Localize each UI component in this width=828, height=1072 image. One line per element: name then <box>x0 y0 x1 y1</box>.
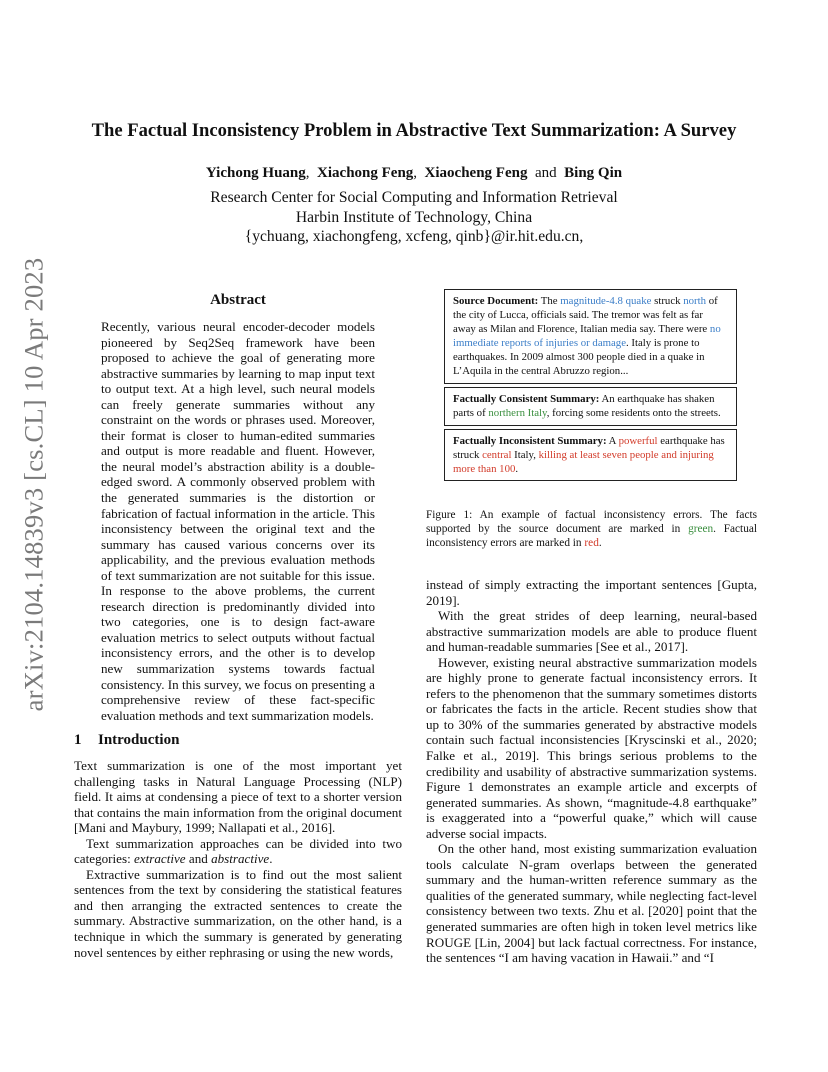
arxiv-stamp <box>18 257 49 711</box>
abstract-heading: Abstract <box>210 292 266 308</box>
highlight-red: central <box>482 448 512 461</box>
highlight-blue: magnitude-4.8 quake <box>560 295 652 307</box>
author-and: and <box>534 165 557 181</box>
affiliation-line-1: Research Center for Social Computing and Information Retrieval <box>210 189 618 206</box>
highlight-green: northern Italy <box>488 406 547 419</box>
section-number: 1 <box>74 732 82 748</box>
author-1: Yichong Huang <box>205 165 306 181</box>
author-4: Bing Qin <box>564 165 623 181</box>
arxiv-stamp-text: arXiv:2104.14839v3 [cs.CL] 10 Apr 2023 <box>18 257 49 711</box>
source-document-box: Source Document: The magnitude-4.8 quake struck north of the city of Lucca, officials said. The tremor was felt as far away as Milan and Florence, Italian media say. There were no immediate reports of injuries or damage. Italy is prone to earthquakes. In 2009 almost 300 people died in a quake in L’Aquila in the central Abruzzo region... <box>444 289 737 384</box>
abstract-body: Recently, various neural encoder-decoder models pioneered by Seq2Seq framework have been proposed to achieve the goal of generating more abstractive summaries by learning to map input text to output text. At a high level, such neural models can freely generate summaries without any constraint on the words or phrases used. Moreover, their format is closer to human-edited summaries and output is more readable and fluent. However, the neural model’s abstraction ability is a double-edged sword. A commonly observed problem with the generated summaries is the distortion or fabrication of factual information in the article. This inconsistency between the original text and the summary has caused various concerns over its applicability, and the previous evaluation methods of text summarization are not suitable for this issue. In response to the above problems, the current research direction is predominantly divided into two categories, one is to design fact-aware evaluation metrics to select outputs without factual inconsistency errors, and the other is to develop new summarization systems towards factual consistency. In this survey, we focus on presenting a comprehensive review of these fact-specific evaluation methods and text summarization models. <box>101 319 375 723</box>
intro-paragraph-2: Text summarization approaches can be divided into two categories: extractive and abstractive. <box>74 835 402 867</box>
section-heading <box>74 732 402 749</box>
figure-1 <box>444 289 737 484</box>
consistent-summary-box: Factually Consistent Summary: An earthquake has shaken parts of northern Italy, forcing some residents onto the streets. <box>444 387 737 426</box>
author-2: Xiachong Feng <box>317 165 414 181</box>
figure-caption: Figure 1: An example of factual inconsistency errors. The facts supported by the source document are marked in green. Factual inconsistency errors are marked in red. <box>426 509 757 550</box>
inconsistent-summary-box: Factually Inconsistent Summary: A powerful earthquake has struck central Italy, killing at least seven people and injuring more than 100. <box>444 429 737 482</box>
paper-title: The Factual Inconsistency Problem in Abstractive Text Summarization: A Survey <box>91 120 737 141</box>
intro-paragraph-1: Text summarization is one of the most important yet challenging tasks in Natural Language Processing (NLP) field. It aims at condensing a piece of text to a shorter version that contains the main information from the original document [Mani and Maybury, 1999; Nallapati et al., 2016]. <box>74 758 402 836</box>
paragraph: On the other hand, most existing summarization evaluation tools calculate N-gram overlaps between the generated summary and the human-written reference summary as the qualities of the generated summary, while neglecting fact-level consistency between two texts. Zhu et al. [2020] point that the generated summaries are often high in token level metrics like ROUGE [Lin, 2004] but lack factual correctness. For instance, the sentences “I am having vacation in Hawaii.” and “I <box>426 841 757 966</box>
paragraph-continued: instead of simply extracting the important sentences [Gupta, 2019]. <box>426 577 757 608</box>
paragraph: However, existing neural abstractive summarization models are highly prone to generate factual inconsistency errors. It refers to the phenomenon that the summary sometimes distorts or fabricates the facts in the article. Recent studies show that up to 30% of the summaries generated by abstractive models contain such factual inconsistencies [Kryscinski et al., 2020; Falke et al., 2019]. This brings serious problems to the credibility and usability of abstractive summarization systems. Figure 1 demonstrates an example article and excerpts of generated summaries. As shown, “magnitude-4.8 earthquake” is exaggerated into a “powerful quake,” which will cause adverse social impacts. <box>426 654 757 841</box>
highlight-blue: no immediate reports of injuries or damage <box>453 322 721 349</box>
highlight-red: killing at least seven people and injuring more than 100 <box>453 448 714 475</box>
intro-paragraph-3: Extractive summarization is to find out the most salient sentences from the text by considering the statistical features and then arranging the extracted sentences to create the summary. Abstractive summarization, on the other hand, is a technique in which the summary is generated by generating novel sentences by either rephrasing or using the new words, <box>74 866 402 960</box>
affiliation-emails: {ychuang, xiachongfeng, xcfeng, qinb}@ir.hit.edu.cn, <box>244 228 584 245</box>
affiliation <box>60 188 768 247</box>
inconsistent-summary-label: Factually Inconsistent Summary: <box>453 434 607 447</box>
author-3: Xiaocheng Feng <box>424 165 528 181</box>
paragraph: With the great strides of deep learning, neural-based abstractive summarization models are able to produce fluent and human-readable summaries [See et al., 2017]. <box>426 608 757 655</box>
author-list: Yichong Huang, Xiachong Feng, Xiaocheng Feng and Bing Qin <box>205 165 623 181</box>
highlight-red: powerful <box>618 434 658 447</box>
source-document-label: Source Document: <box>453 295 539 307</box>
section-title: Introduction <box>98 732 180 748</box>
intro-text <box>74 758 402 960</box>
right-column-text <box>426 577 757 966</box>
consistent-summary-label: Factually Consistent Summary: <box>453 392 600 405</box>
highlight-blue: north <box>683 295 707 307</box>
affiliation-line-2: Harbin Institute of Technology, China <box>295 208 533 226</box>
